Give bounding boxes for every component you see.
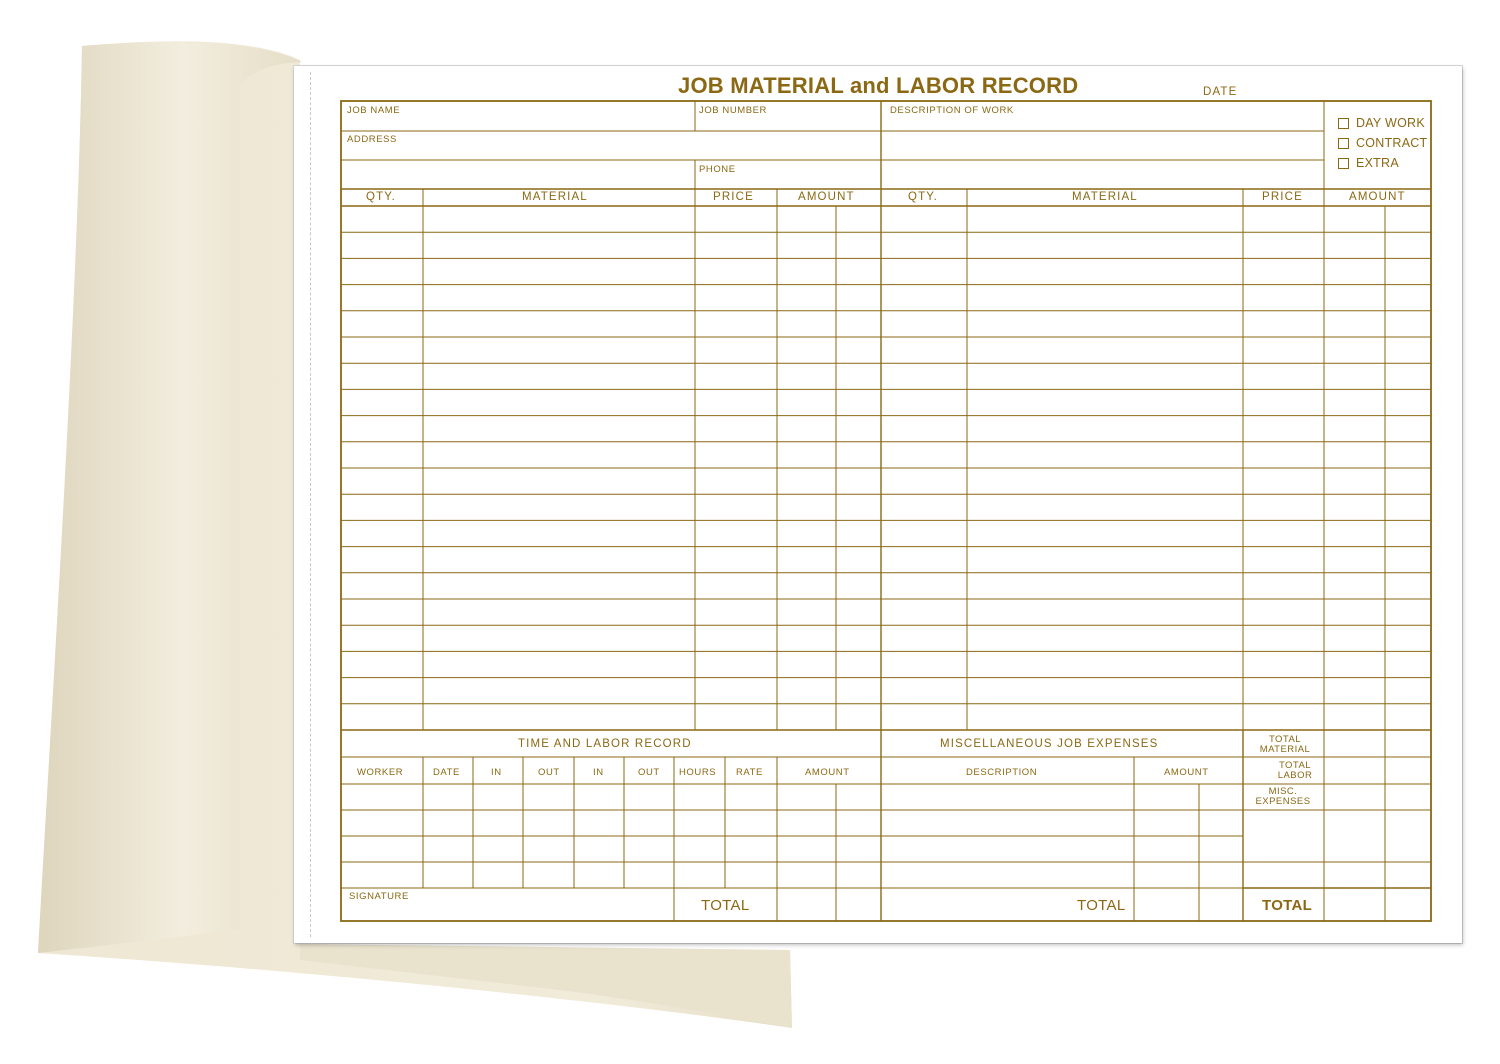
in-column-header-1: IN [491,767,502,778]
address-label: ADDRESS [347,134,397,145]
misc-amount-column-header: AMOUNT [1164,767,1209,778]
labor-total-label: TOTAL [701,897,750,914]
worker-column-header: WORKER [357,767,404,778]
hours-column-header: HOURS [679,767,717,778]
description-of-work-label: DESCRIPTION OF WORK [890,105,1014,116]
day-work-checkbox[interactable] [1338,118,1349,129]
misc-expenses-total-label: MISC. EXPENSES [1255,786,1311,807]
grand-total-label: TOTAL [1262,897,1313,914]
out-column-header-2: OUT [638,767,660,778]
labor-amount-column-header: AMOUNT [805,767,850,778]
in-column-header-2: IN [593,767,604,778]
misc-description-column-header: DESCRIPTION [966,767,1038,778]
left-qty-header: QTY. [366,191,396,203]
phone-label: PHONE [699,164,736,175]
total-material-label: TOTAL MATERIAL [1259,734,1311,755]
total-labor-label: TOTAL LABOR [1277,760,1313,781]
misc-expenses-heading: MISCELLANEOUS JOB EXPENSES [940,738,1159,750]
right-qty-header: QTY. [908,191,938,203]
time-labor-heading: TIME AND LABOR RECORD [518,738,692,750]
form-title: JOB MATERIAL and LABOR RECORD [678,73,1079,98]
right-material-header: MATERIAL [1072,191,1138,203]
misc-total-label: TOTAL [1077,897,1126,914]
extra-label: EXTRA [1356,156,1399,170]
signature-label: SIGNATURE [349,891,409,902]
left-amount-header: AMOUNT [798,191,855,203]
right-price-header: PRICE [1262,191,1303,203]
job-number-label: JOB NUMBER [699,105,767,116]
left-material-header: MATERIAL [522,191,588,203]
left-price-header: PRICE [713,191,754,203]
rate-column-header: RATE [736,767,763,778]
out-column-header-1: OUT [538,767,560,778]
extra-checkbox[interactable] [1338,158,1349,169]
right-amount-header: AMOUNT [1349,191,1406,203]
date-label: DATE [1203,86,1238,98]
contract-checkbox[interactable] [1338,138,1349,149]
contract-label: CONTRACT [1356,136,1428,150]
day-work-label: DAY WORK [1356,116,1425,130]
date-column-header: DATE [433,767,460,778]
job-name-label: JOB NAME [347,105,401,116]
